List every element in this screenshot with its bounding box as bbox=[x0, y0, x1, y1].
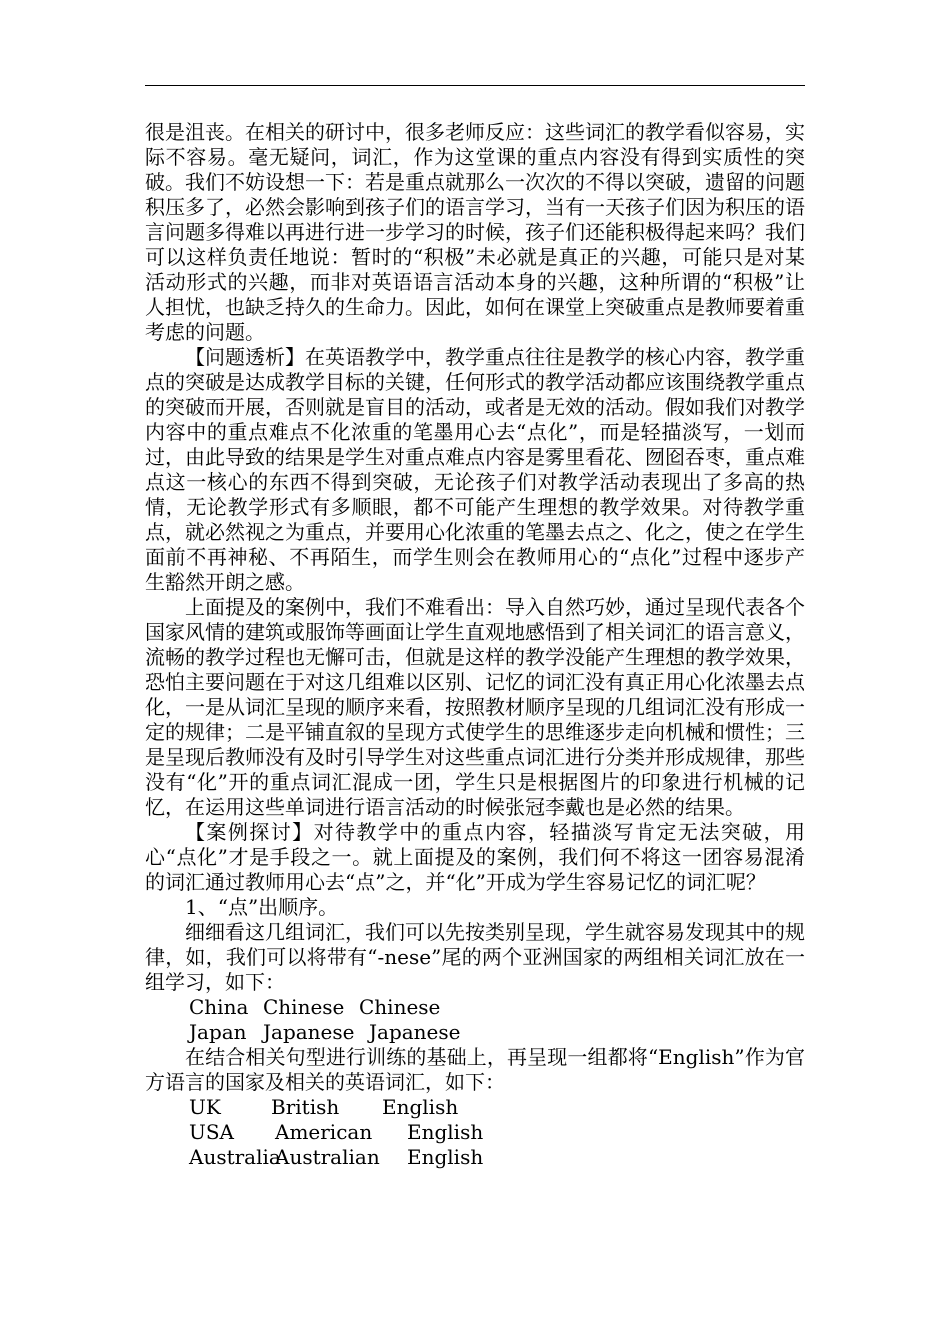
word-nationality: British bbox=[271, 1095, 340, 1119]
word-country: China bbox=[189, 995, 249, 1019]
word-country: Japan bbox=[189, 1020, 247, 1044]
word-nationality: Japanese bbox=[263, 1020, 355, 1044]
word-row-uk bbox=[145, 1095, 805, 1120]
word-nationality: Australian bbox=[275, 1145, 380, 1169]
word-language: Chinese bbox=[359, 995, 441, 1019]
word-country: USA bbox=[189, 1120, 234, 1144]
header-rule bbox=[145, 85, 805, 86]
paragraph-case-review: 上面提及的案例中，我们不难看出：导入自然巧妙，通过呈现代表各个国家风情的建筑或服饰等画面让学生直观地感悟到了相关词汇的语言意义，流畅的教学过程也无懈可击，但就是这样的教学没能产生理想的教学效果，恐怕主要问题在于对这几组难以区别、记忆的词汇没有真正用心化浓墨去点化，一是从词汇呈现的顺序来看，按照教材顺序呈现的几组词汇没有形成一定的规律；二是平铺直叙的呈现方式使学生的思维逐步走向机械和惯性；三是呈现后教师没有及时引导学生对这些重点词汇进行分类并形成规律，那些没有“化”开的重点词汇混成一团，学生只是根据图片的印象进行机械的记忆，在运用这些单词进行语言活动的时候张冠李戴也是必然的结果。 bbox=[145, 595, 805, 819]
document-body bbox=[145, 120, 805, 1170]
paragraph-case-discussion: 【案例探讨】对待教学中的重点内容，轻描淡写肯定无法突破，用心“点化”才是手段之一。就上面提及的案例，我们何不将这一团容易混淆的词汇通过教师用心去“点”之，并“化”开成为学生容易记忆的词汇呢？ bbox=[145, 820, 805, 894]
word-language: English bbox=[407, 1145, 484, 1169]
word-country: Australia bbox=[189, 1145, 281, 1169]
paragraph-intro: 很是沮丧。在相关的研讨中，很多老师反应：这些词汇的教学看似容易，实际不容易。毫无疑问，词汇，作为这堂课的重点内容没有得到实质性的突破。我们不妨设想一下：若是重点就那么一次次的不得以突破，遗留的问题积压多了，必然会影响到孩子们的语言学习，当有一天孩子们因为积压的语言问题多得难以再进行进一步学习的时候，孩子们还能积极得起来吗？我们可以这样负责任地说：暂时的“积极”未必就是真正的兴趣，可能只是对某活动形式的兴趣，而非对英语语言活动本身的兴趣，这种所谓的“积极”让人担忧，也缺乏持久的生命力。因此，如何在课堂上突破重点是教师要着重考虑的问题。 bbox=[145, 120, 805, 344]
paragraph-english-group: 在结合相关句型进行训练的基础上，再呈现一组都将“English”作为官方语言的国家及相关的英语词汇，如下： bbox=[145, 1045, 805, 1094]
word-nationality: American bbox=[275, 1120, 373, 1144]
word-nationality: Chinese bbox=[263, 995, 345, 1019]
word-country: UK bbox=[189, 1095, 221, 1119]
word-language: Japanese bbox=[369, 1020, 461, 1044]
word-language: English bbox=[407, 1120, 484, 1144]
word-row-china bbox=[145, 995, 805, 1020]
word-row-usa bbox=[145, 1120, 805, 1145]
paragraph-problem-analysis: 【问题透析】在英语教学中，教学重点往往是教学的核心内容，教学重点的突破是达成教学目标的关键，任何形式的教学活动都应该围绕教学重点的突破而开展，否则就是盲目的活动，或者是无效的活动。假如我们对教学内容中的重点难点不化浓重的笔墨用心去“点化”，而是轻描淡写，一划而过，由此导致的结果是学生对重点难点内容是雾里看花、囫囵吞枣，重点难点这一核心的东西不得到突破，无论孩子们对教学活动表现出了多高的热情，无论教学形式有多顺眼，都不可能产生理想的教学效果。对待教学重点，就必然视之为重点，并要用心化浓重的笔墨去点之、化之，使之在学生面前不再神秘、不再陌生，而学生则会在教师用心的“点化”过程中逐步产生豁然开朗之感。 bbox=[145, 345, 805, 594]
paragraph-categorize: 细细看这几组词汇，我们可以先按类别呈现，学生就容易发现其中的规律，如，我们可以将带有“-nese”尾的两个亚洲国家的两组相关词汇放在一组学习，如下： bbox=[145, 920, 805, 994]
word-language: English bbox=[382, 1095, 459, 1119]
paragraph-point-order: 1、“点”出顺序。 bbox=[185, 895, 339, 919]
word-row-australia bbox=[145, 1145, 805, 1170]
word-row-japan bbox=[145, 1020, 805, 1045]
